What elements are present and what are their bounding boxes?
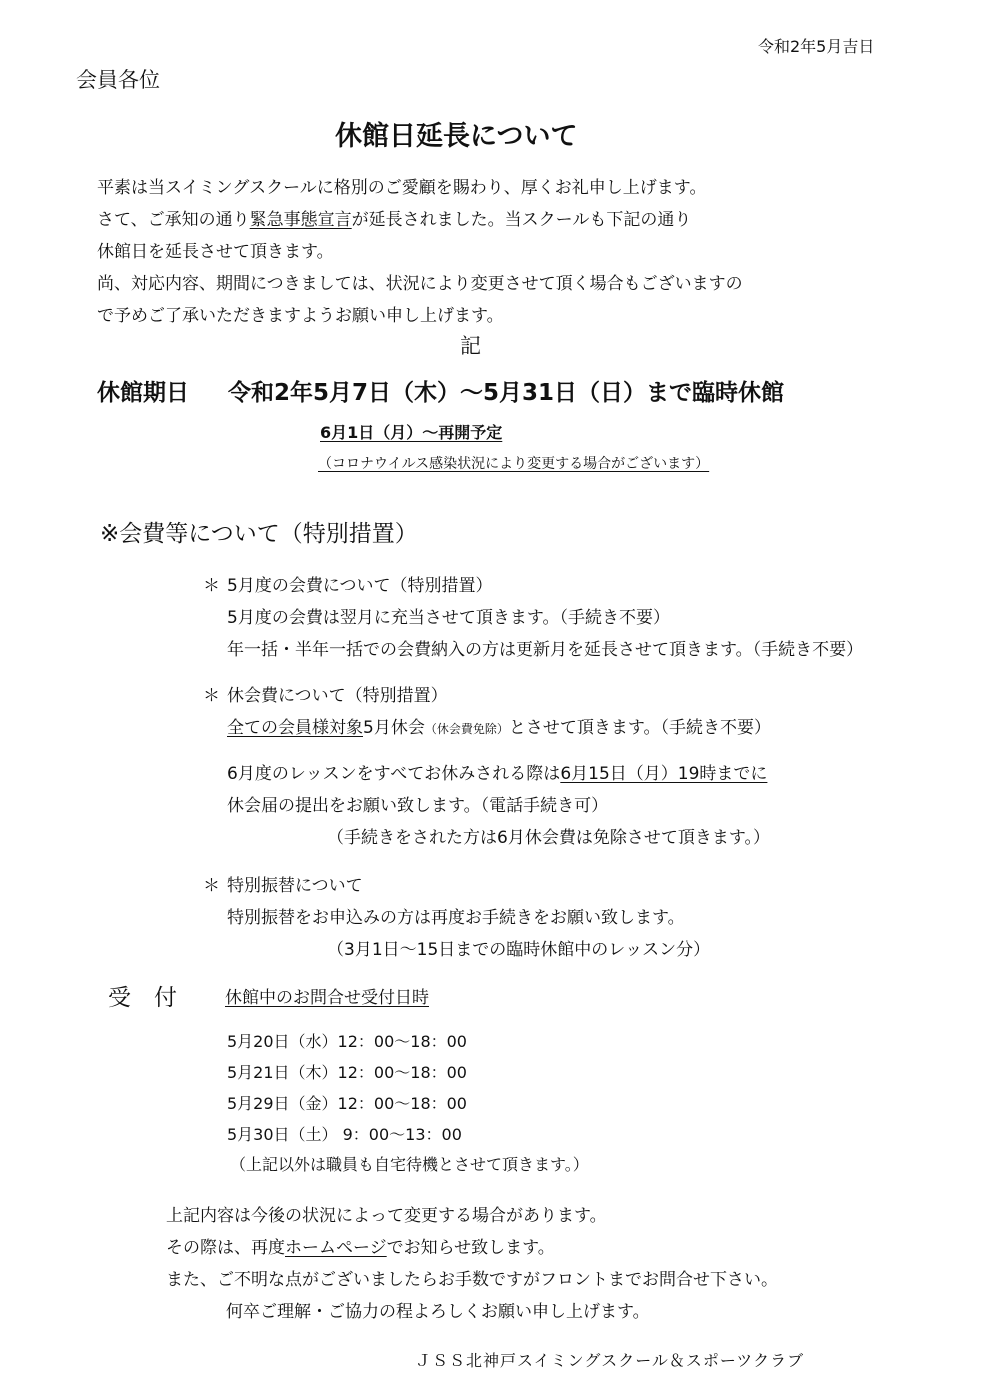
may-fee-section	[203, 570, 863, 666]
june-leave-line: （手続きをされた方は6月休会費は免除させて頂きます。）	[327, 828, 770, 848]
intro-line: 尚、対応内容、期間につきましては、状況により変更させて頂く場合もございますの	[97, 274, 743, 294]
reception-time: 5月30日（土） 9：00～13：00	[227, 1125, 462, 1144]
reception-times	[227, 1026, 467, 1150]
date: 令和2年5月吉日	[758, 37, 875, 56]
intro-text: が延長されました。当スクールも下記の通り	[351, 210, 692, 230]
closing-text: でお知らせ致します。	[386, 1238, 555, 1258]
closure-label: 休館期日	[97, 380, 189, 406]
closing-text: その際は、再度	[166, 1238, 285, 1258]
june-leave-text: 6月度のレッスンをすべてお休みされる際は	[227, 764, 561, 784]
deadline-text: 6月15日（月）19時までに	[560, 764, 768, 784]
intro-text: さて、ご承知の通り	[97, 210, 250, 230]
reception-time: 5月29日（金）12：00～18：00	[227, 1094, 467, 1113]
closing	[166, 1200, 778, 1328]
leave-fee-section	[203, 680, 771, 745]
intro	[97, 172, 743, 332]
fee-exempt-note: （休会費免除）	[424, 722, 509, 736]
transfer-line: （3月1日～15日までの臨時休館中のレッスン分）	[327, 940, 711, 960]
addressee: 会員各位	[76, 68, 160, 92]
signature: ＪＳＳ北神戸スイミングスクール＆スポーツクラブ	[415, 1351, 805, 1370]
reception-note: （上記以外は職員も自宅待機とさせて頂きます。）	[230, 1155, 589, 1174]
intro-line: で予めご了承いただきますようお願い申し上げます。	[97, 306, 504, 326]
page-title: 休館日延長について	[335, 121, 578, 152]
reception-time: 5月20日（水）12：00～18：00	[227, 1032, 467, 1051]
closure-note: （コロナウイルス感染状況により変更する場合がございます）	[318, 456, 710, 472]
reception-time: 5月21日（木）12：00～18：00	[227, 1063, 467, 1082]
june-leave-line: 休会届の提出をお願い致します。（電話手続き可）	[227, 796, 609, 816]
transfer-title: 特別振替について	[227, 876, 363, 896]
leave-fee-title: 休会費について（特別措置）	[227, 686, 448, 706]
leave-text: とさせて頂きます。（手続き不要）	[508, 718, 771, 738]
closing-line	[166, 1232, 778, 1264]
closing-line: 上記内容は今後の状況によって変更する場合があります。	[166, 1206, 607, 1226]
may-fee-title: 5月度の会費について（特別措置）	[227, 576, 493, 596]
intro-line	[97, 204, 743, 236]
may-fee-line: 5月度の会費は翌月に充当させて頂きます。（手続き不要）	[227, 608, 670, 628]
bullet: ＊	[203, 576, 220, 596]
may-fee-line: 年一括・半年一括での会費納入の方は更新月を延長させて頂きます。（手続き不要）	[227, 640, 864, 660]
june-leave-section	[227, 758, 770, 854]
reception-title: 休館中のお問合せ受付日時	[225, 988, 429, 1008]
bullet: ＊	[203, 686, 220, 706]
all-members-text: 全ての会員様対象	[227, 718, 363, 738]
bullet: ＊	[203, 876, 220, 896]
leave-fee-line	[203, 712, 771, 745]
closure-period: 令和2年5月7日（木）～5月31日（日）まで臨時休館	[228, 380, 785, 406]
closing-line: 何卒ご理解・ご協力の程よろしくお願い申し上げます。	[226, 1302, 650, 1322]
intro-line: 休館日を延長させて頂きます。	[97, 242, 334, 262]
ki-label: 記	[460, 334, 481, 358]
reopen-date: 6月1日（月）～再開予定	[320, 423, 503, 442]
intro-line: 平素は当スイミングスクールに格別のご愛顧を賜わり、厚くお礼申し上げます。	[97, 178, 707, 198]
transfer-line: 特別振替をお申込みの方は再度お手続きをお願い致します。	[227, 908, 685, 928]
reception-label: 受 付	[108, 985, 177, 1011]
fees-heading: ※会費等について（特別措置）	[100, 521, 418, 547]
closing-line: また、ご不明な点がございましたらお手数ですがフロントまでお問合せ下さい。	[166, 1270, 778, 1290]
homepage-link[interactable]: ホームページ	[285, 1238, 387, 1258]
emergency-declaration-text: 緊急事態宣言	[249, 210, 352, 230]
transfer-section	[203, 870, 710, 966]
leave-text: 5月休会	[363, 718, 425, 738]
